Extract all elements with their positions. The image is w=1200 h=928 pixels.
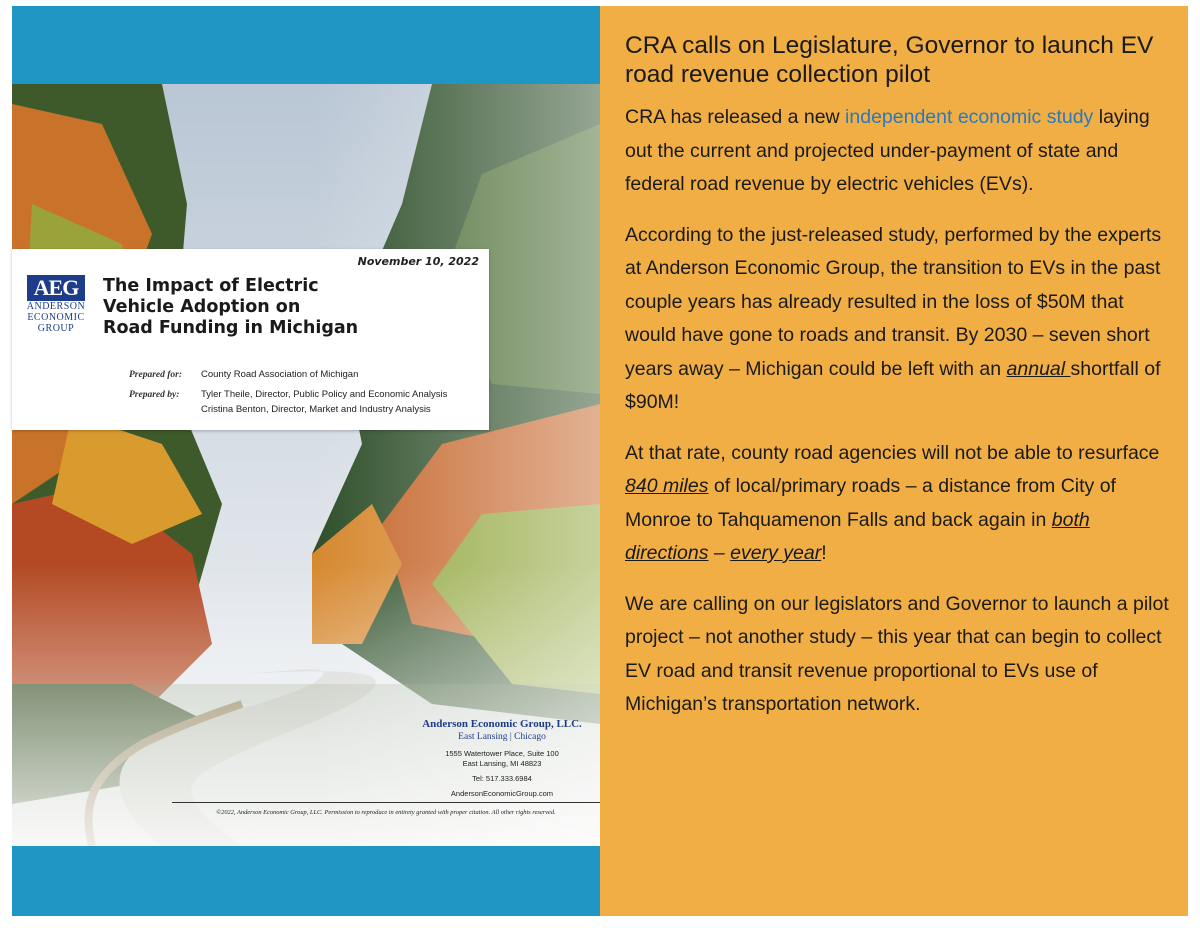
emphasis-every-year: every year — [730, 542, 822, 564]
firm-contact-block — [407, 718, 597, 799]
firm-website: AndersonEconomicGroup.com — [450, 789, 554, 798]
article-panel — [600, 6, 1188, 916]
report-title — [103, 276, 473, 339]
article-paragraph: At that rate, county road agencies will not be able to resurface 840 miles of local/primary roads – a distance from City of Monroe to Tahquamenon Falls and back again in both directions – every year! — [625, 441, 1160, 564]
firm-name: Anderson Economic Group, LLC. — [422, 718, 582, 730]
prepared-by-label: Prepared by: — [129, 390, 180, 400]
emphasis-both-directions: both directions — [625, 508, 1090, 564]
prepared-for-label: Prepared for: — [129, 370, 183, 380]
independent-study-link[interactable]: independent economic study — [845, 106, 1094, 128]
firm-address-line-2: East Lansing, MI 48823 — [462, 759, 542, 768]
firm-phone: Tel: 517.333.6984 — [472, 774, 532, 783]
emphasis-annual: annual — [1006, 357, 1071, 380]
report-title-line: Road Funding in Michigan — [103, 318, 359, 338]
firm-cities: East Lansing | Chicago — [458, 732, 546, 742]
aeg-logo-line: GROUP — [37, 323, 75, 334]
report-title-line: The Impact of Electric — [103, 276, 319, 296]
aeg-logo-mark: AEG — [27, 275, 85, 301]
article-paragraph: We are calling on our legislators and Governor to launch a pilot project – not another study – this year that can begin to collect EV road and transit revenue proportional to EVs use of Michigan’s transportation network. — [625, 592, 1169, 715]
aeg-logo — [22, 275, 90, 334]
report-date: November 10, 2022 — [357, 255, 479, 268]
firm-address-line-1: 1555 Watertower Place, Suite 100 — [445, 749, 559, 758]
emphasis-840-miles: 840 miles — [625, 475, 709, 497]
prepared-for-row — [129, 369, 358, 381]
prepared-for-value: County Road Association of Michigan — [201, 369, 359, 380]
prepared-by-row — [129, 389, 447, 401]
copyright-divider — [172, 802, 600, 803]
prepared-by-value: Tyler Theile, Director, Public Policy and Economic Analysis — [201, 389, 448, 400]
prepared-by-row-2 — [129, 404, 431, 416]
article-paragraph: According to the just-released study, performed by the experts at Anderson Economic Group, the transition to EVs in the past couple years has already resulted in the loss of $50M that would have gone to roads and transit. By 2030 – seven short years away – Michigan could be left with an annual shortfall of $90M! — [625, 223, 1162, 413]
report-title-card — [12, 249, 489, 430]
article-body — [625, 101, 1173, 739]
report-cover-panel — [12, 6, 600, 916]
slide — [12, 6, 1188, 916]
copyright-notice: ©2022, Anderson Economic Group, LLC. Permission to reproduce in entirety granted with proper citation. All other rights reserved. — [216, 809, 556, 816]
report-title-line: Vehicle Adoption on — [103, 297, 301, 317]
article-headline: CRA calls on Legislature, Governor to launch EV road revenue collection pilot — [625, 32, 1154, 88]
aeg-logo-line: ANDERSON — [26, 301, 86, 312]
aeg-logo-line: ECONOMIC — [27, 312, 85, 323]
prepared-by-value: Cristina Benton, Director, Market and Industry Analysis — [201, 404, 431, 415]
article-paragraph: CRA has released a new independent economic study laying out the current and projected under-payment of state and federal road revenue by electric vehicles (EVs). — [625, 106, 1150, 195]
